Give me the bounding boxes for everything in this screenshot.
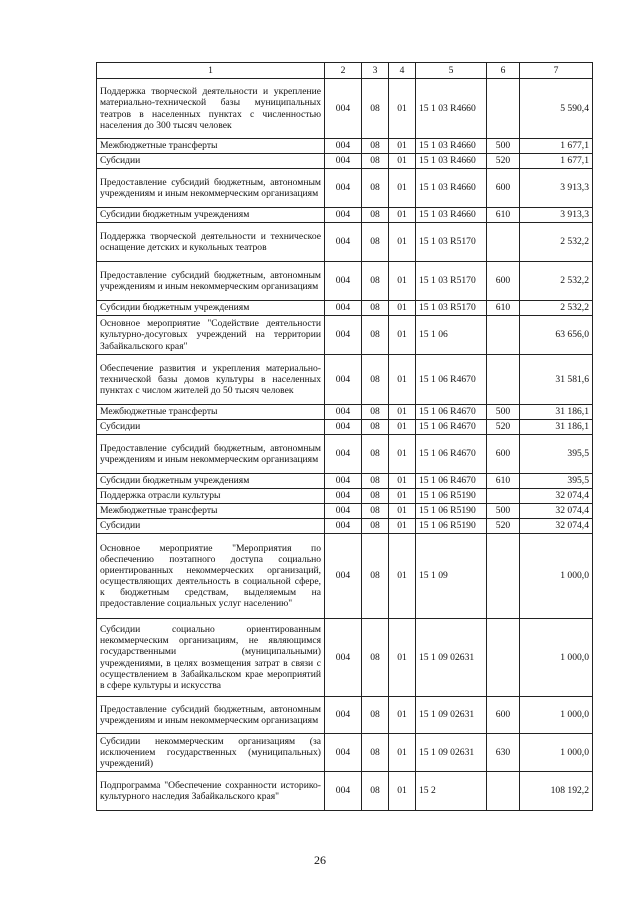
cell-subsection: 01 [389,697,416,734]
cell-target-article: 15 1 06 [416,316,487,355]
cell-subsection: 01 [389,489,416,504]
table-row [97,169,593,208]
table-row [97,154,593,169]
cell-target-article: 15 1 06 R4670 [416,435,487,474]
cell-subsection: 01 [389,474,416,489]
row-name-cell: Межбюджетные трансферты [97,504,325,519]
cell-section: 08 [362,139,389,154]
col-header-6: 6 [487,63,520,79]
cell-expense-type [487,619,520,697]
cell-admin-code: 004 [325,519,362,534]
cell-expense-type [487,316,520,355]
cell-admin-code: 004 [325,420,362,435]
cell-section: 08 [362,772,389,811]
cell-target-article: 15 1 03 R4660 [416,139,487,154]
row-name-cell: Субсидии бюджетным учреждениям [97,474,325,489]
cell-subsection: 01 [389,519,416,534]
cell-expense-type [487,355,520,405]
cell-section: 08 [362,619,389,697]
row-name-cell: Подпрограмма "Обеспечение сохранности историко-культурного наследия Забайкальского края" [97,772,325,811]
table-header-row [97,63,593,79]
cell-admin-code: 004 [325,474,362,489]
cell-admin-code: 004 [325,435,362,474]
cell-section: 08 [362,405,389,420]
row-name-cell: Предоставление субсидий бюджетным, автономным учреждениям и иным некоммерческим организациям [97,697,325,734]
cell-admin-code: 004 [325,405,362,420]
cell-section: 08 [362,154,389,169]
table-row [97,316,593,355]
cell-amount: 395,5 [520,435,593,474]
table-row [97,474,593,489]
table-row [97,79,593,139]
cell-target-article: 15 1 06 R5190 [416,504,487,519]
cell-amount: 32 074,4 [520,489,593,504]
cell-admin-code: 004 [325,154,362,169]
cell-admin-code: 004 [325,301,362,316]
cell-amount: 3 913,3 [520,208,593,223]
table-row [97,355,593,405]
cell-admin-code: 004 [325,79,362,139]
col-header-1: 1 [97,63,325,79]
cell-amount: 5 590,4 [520,79,593,139]
table-row [97,223,593,262]
cell-expense-type: 500 [487,405,520,420]
table-row [97,262,593,301]
cell-admin-code: 004 [325,208,362,223]
cell-expense-type: 520 [487,154,520,169]
cell-section: 08 [362,435,389,474]
row-name-cell: Субсидии некоммерческим организациям (за исключением государственных (муниципальных) учреждений) [97,734,325,772]
cell-subsection: 01 [389,301,416,316]
cell-target-article: 15 1 03 R5170 [416,223,487,262]
row-name-cell: Обеспечение развития и укрепления материально-технической базы домов культуры в населенных пунктах с числом жителей до 50 тысяч человек [97,355,325,405]
cell-subsection: 01 [389,169,416,208]
col-header-3: 3 [362,63,389,79]
col-header-7: 7 [520,63,593,79]
cell-expense-type [487,534,520,619]
cell-section: 08 [362,489,389,504]
cell-section: 08 [362,169,389,208]
table-row [97,772,593,811]
cell-admin-code: 004 [325,772,362,811]
cell-amount: 395,5 [520,474,593,489]
row-name-cell: Предоставление субсидий бюджетным, автономным учреждениям и иным некоммерческим организациям [97,262,325,301]
cell-admin-code: 004 [325,534,362,619]
table-row [97,504,593,519]
cell-amount: 32 074,4 [520,504,593,519]
cell-section: 08 [362,355,389,405]
cell-amount: 31 186,1 [520,420,593,435]
cell-expense-type: 600 [487,435,520,474]
cell-target-article: 15 1 09 [416,534,487,619]
row-name-cell: Поддержка отрасли культуры [97,489,325,504]
cell-expense-type: 500 [487,139,520,154]
cell-expense-type: 610 [487,208,520,223]
cell-expense-type: 600 [487,697,520,734]
row-name-cell: Предоставление субсидий бюджетным, автономным учреждениям и иным некоммерческим организациям [97,435,325,474]
cell-amount: 31 581,6 [520,355,593,405]
cell-admin-code: 004 [325,697,362,734]
table-row [97,435,593,474]
cell-section: 08 [362,208,389,223]
cell-subsection: 01 [389,619,416,697]
table-row [97,489,593,504]
cell-expense-type: 610 [487,301,520,316]
table-row [97,139,593,154]
table-row [97,405,593,420]
row-name-cell: Основное мероприятие "Мероприятия по обеспечению поэтапного доступа социально ориентированных некоммерческих организаций, осуществляющих деятельность в социальной сфере, к бюджетным средствам, выделяемым на предоставление социальных услуг населению" [97,534,325,619]
cell-amount: 108 192,2 [520,772,593,811]
table-row [97,208,593,223]
cell-amount: 1 677,1 [520,139,593,154]
cell-expense-type [487,223,520,262]
cell-subsection: 01 [389,534,416,619]
cell-section: 08 [362,734,389,772]
cell-subsection: 01 [389,420,416,435]
budget-table [96,62,593,811]
cell-amount: 2 532,2 [520,223,593,262]
cell-admin-code: 004 [325,169,362,208]
cell-expense-type: 600 [487,262,520,301]
cell-section: 08 [362,697,389,734]
cell-section: 08 [362,316,389,355]
cell-subsection: 01 [389,139,416,154]
row-name-cell: Поддержка творческой деятельности и техническое оснащение детских и кукольных театров [97,223,325,262]
cell-admin-code: 004 [325,139,362,154]
cell-target-article: 15 1 03 R5170 [416,301,487,316]
cell-subsection: 01 [389,772,416,811]
row-name-cell: Основное мероприятие "Содействие деятельности культурно-досуговых учреждений на территории Забайкальского края" [97,316,325,355]
col-header-4: 4 [389,63,416,79]
row-name-cell: Межбюджетные трансферты [97,405,325,420]
cell-target-article: 15 1 03 R4660 [416,169,487,208]
row-name-cell: Субсидии социально ориентированным некоммерческим организациям, не являющимся государственными (муниципальными) учреждениями, в целях возмещения затрат в связи с осуществлением в Забайкальском крае мероприятий в сфере культуры и искусства [97,619,325,697]
row-name-cell: Предоставление субсидий бюджетным, автономным учреждениям и иным некоммерческим организациям [97,169,325,208]
row-name-cell: Субсидии бюджетным учреждениям [97,208,325,223]
cell-amount: 3 913,3 [520,169,593,208]
row-name-cell: Межбюджетные трансферты [97,139,325,154]
table-row [97,301,593,316]
cell-amount: 63 656,0 [520,316,593,355]
table-row [97,519,593,534]
cell-subsection: 01 [389,223,416,262]
table-row [97,697,593,734]
cell-admin-code: 004 [325,316,362,355]
table-row [97,420,593,435]
cell-subsection: 01 [389,355,416,405]
cell-admin-code: 004 [325,355,362,405]
row-name-cell: Субсидии [97,519,325,534]
cell-section: 08 [362,79,389,139]
cell-section: 08 [362,301,389,316]
cell-amount: 32 074,4 [520,519,593,534]
cell-target-article: 15 1 09 02631 [416,734,487,772]
cell-subsection: 01 [389,208,416,223]
cell-subsection: 01 [389,734,416,772]
cell-amount: 1 677,1 [520,154,593,169]
cell-section: 08 [362,534,389,619]
cell-subsection: 01 [389,79,416,139]
cell-target-article: 15 1 03 R4660 [416,154,487,169]
cell-amount: 31 186,1 [520,405,593,420]
cell-amount: 2 532,2 [520,262,593,301]
cell-target-article: 15 1 09 02631 [416,619,487,697]
cell-subsection: 01 [389,405,416,420]
cell-expense-type: 520 [487,519,520,534]
table-body [97,79,593,811]
cell-amount: 1 000,0 [520,534,593,619]
cell-section: 08 [362,420,389,435]
cell-target-article: 15 2 [416,772,487,811]
cell-subsection: 01 [389,504,416,519]
cell-expense-type: 520 [487,420,520,435]
cell-target-article: 15 1 06 R5190 [416,489,487,504]
cell-section: 08 [362,223,389,262]
cell-section: 08 [362,474,389,489]
cell-target-article: 15 1 03 R5170 [416,262,487,301]
cell-amount: 1 000,0 [520,619,593,697]
cell-expense-type [487,489,520,504]
cell-section: 08 [362,262,389,301]
cell-expense-type [487,772,520,811]
cell-amount: 1 000,0 [520,697,593,734]
col-header-2: 2 [325,63,362,79]
cell-target-article: 15 1 03 R4660 [416,79,487,139]
cell-admin-code: 004 [325,223,362,262]
cell-expense-type: 500 [487,504,520,519]
cell-expense-type: 610 [487,474,520,489]
cell-target-article: 15 1 06 R4670 [416,405,487,420]
row-name-cell: Субсидии [97,154,325,169]
row-name-cell: Субсидии [97,420,325,435]
row-name-cell: Поддержка творческой деятельности и укрепление материально-технической базы муниципальных театров в населенных пунктах с численностью населения до 300 тысяч человек [97,79,325,139]
cell-subsection: 01 [389,435,416,474]
cell-subsection: 01 [389,262,416,301]
cell-section: 08 [362,504,389,519]
cell-admin-code: 004 [325,734,362,772]
cell-subsection: 01 [389,316,416,355]
cell-amount: 2 532,2 [520,301,593,316]
cell-expense-type: 630 [487,734,520,772]
cell-admin-code: 004 [325,262,362,301]
table-row [97,734,593,772]
table-row [97,534,593,619]
cell-admin-code: 004 [325,619,362,697]
row-name-cell: Субсидии бюджетным учреждениям [97,301,325,316]
cell-expense-type [487,79,520,139]
col-header-5: 5 [416,63,487,79]
cell-target-article: 15 1 03 R4660 [416,208,487,223]
cell-target-article: 15 1 06 R5190 [416,519,487,534]
cell-target-article: 15 1 06 R4670 [416,474,487,489]
page-number: 26 [314,853,326,867]
cell-amount: 1 000,0 [520,734,593,772]
cell-target-article: 15 1 09 02631 [416,697,487,734]
cell-target-article: 15 1 06 R4670 [416,420,487,435]
cell-expense-type: 600 [487,169,520,208]
table-row [97,619,593,697]
cell-target-article: 15 1 06 R4670 [416,355,487,405]
cell-section: 08 [362,519,389,534]
cell-subsection: 01 [389,154,416,169]
cell-admin-code: 004 [325,504,362,519]
cell-admin-code: 004 [325,489,362,504]
